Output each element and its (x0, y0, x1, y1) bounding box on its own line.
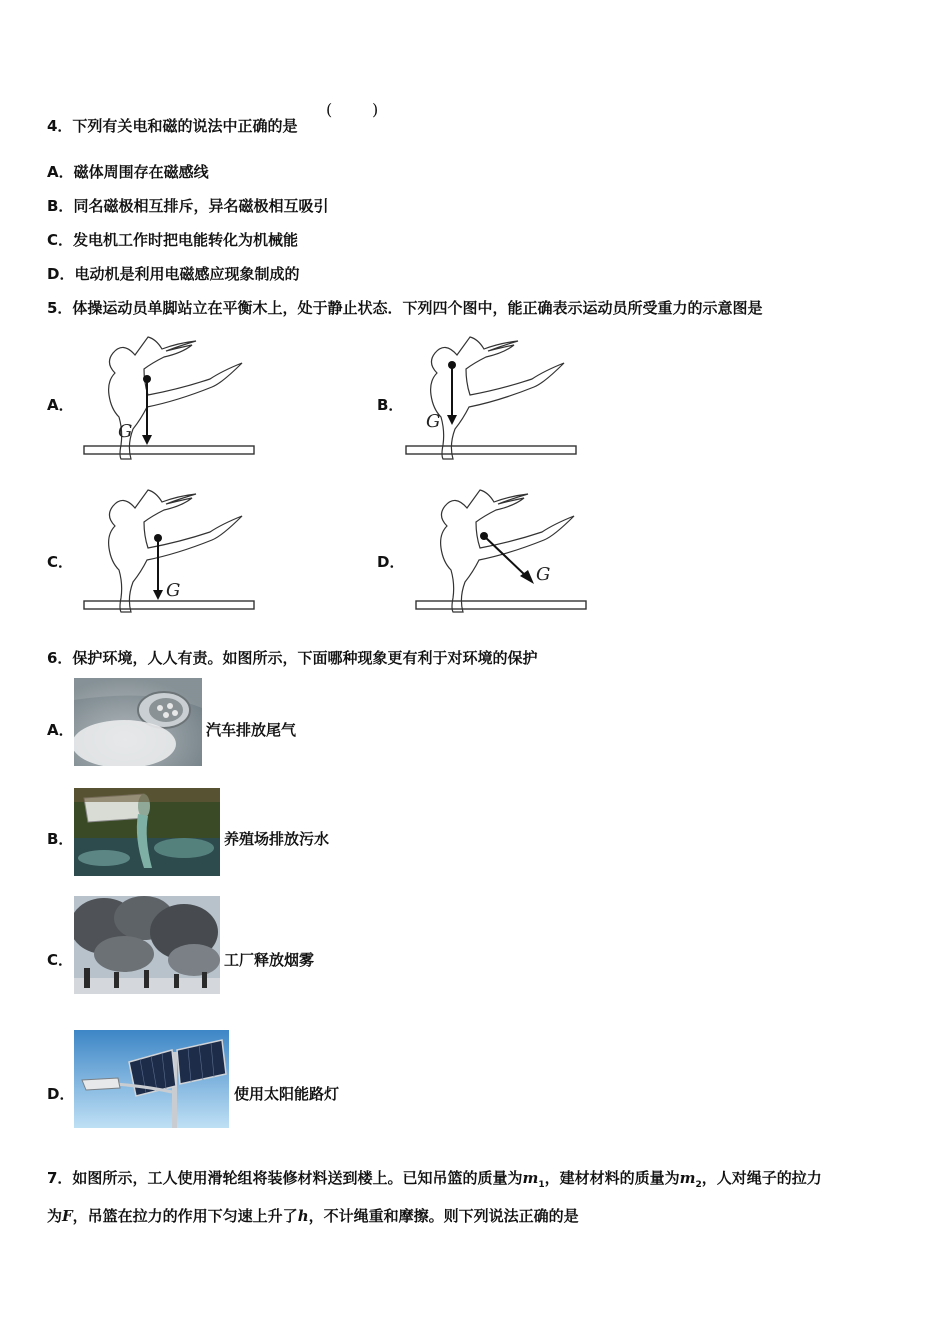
q7-stem-line2 (47, 1206, 579, 1226)
option-label: A． (47, 163, 74, 181)
q6-option-b-caption: 养殖场排放污水 (224, 830, 330, 848)
q7-text: ，建材材料的质量为 (544, 1169, 680, 1187)
force-label-g: G (166, 580, 181, 601)
q6-option-d-caption: 使用太阳能路灯 (234, 1085, 340, 1103)
q5-option-b-label[interactable]: B． (377, 396, 404, 414)
q7-var-m2: m (679, 1169, 696, 1187)
car-exhaust-image[interactable] (74, 678, 202, 766)
q5-option-c-label[interactable]: C． (47, 553, 74, 571)
q4-option-c[interactable] (47, 230, 298, 250)
q4-option-a[interactable] (47, 162, 209, 182)
q7-sub-1: 1 (538, 1180, 545, 1190)
solar-lamp-image[interactable] (74, 1030, 229, 1128)
q7-text: ，不计绳重和摩擦。则下列说法正确的是 (308, 1207, 579, 1225)
q6-option-b-label[interactable]: B． (47, 830, 74, 848)
q4-stem: 4．下列有关电和磁的说法中正确的是 (47, 117, 298, 135)
option-text: 电动机是利用电磁感应现象制成的 (74, 265, 300, 283)
q4-option-d[interactable] (47, 264, 299, 284)
q6-option-c-label[interactable]: C． (47, 951, 74, 969)
q5-option-a-label[interactable]: A． (47, 396, 74, 414)
q6-option-a-caption: 汽车排放尾气 (206, 721, 297, 739)
q6-option-c-caption: 工厂释放烟雾 (224, 951, 315, 969)
q5-figure-d[interactable] (412, 488, 592, 613)
q7-text: 为 (47, 1207, 63, 1225)
q4-paren-open: ( (326, 100, 333, 119)
q4-paren-close: ) (372, 100, 379, 119)
force-label-g: G (426, 411, 441, 432)
q7-sub-2: 2 (695, 1180, 702, 1190)
factory-smoke-image[interactable] (74, 896, 220, 994)
q7-text: ，人对绳子的拉力 (701, 1169, 822, 1187)
q7-text: ，吊篮在拉力的作用下匀速上升了 (72, 1207, 298, 1225)
q5-stem: 5．体操运动员单脚站立在平衡木上，处于静止状态．下列四个图中，能正确表示运动员所受重力的示意图是 (47, 299, 763, 317)
option-label: D． (47, 265, 75, 283)
q5-figure-b[interactable] (402, 335, 582, 460)
q7-stem-line1 (47, 1168, 822, 1195)
q6-stem: 6．保护环境，人人有责。如图所示，下面哪种现象更有利于对环境的保护 (47, 649, 538, 667)
q5-figure-c[interactable] (80, 488, 260, 613)
option-label: C． (47, 231, 74, 249)
q6-option-d-label[interactable]: D． (47, 1085, 75, 1103)
q4-option-b[interactable] (47, 196, 328, 216)
option-text: 同名磁极相互排斥，异名磁极相互吸引 (73, 197, 329, 215)
option-text: 发电机工作时把电能转化为机械能 (73, 231, 299, 249)
q6-option-a-label[interactable]: A． (47, 721, 74, 739)
sewage-pipe-image[interactable] (74, 788, 220, 876)
q7-var-h: h (297, 1207, 309, 1225)
q7-var-m1: m (522, 1169, 539, 1187)
force-label-g: G (118, 421, 133, 442)
option-text: 磁体周围存在磁感线 (73, 163, 209, 181)
force-label-g: G (536, 564, 551, 585)
q7-text: 7．如图所示，工人使用滑轮组将装修材料送到楼上。已知吊篮的质量为 (47, 1169, 523, 1187)
option-label: B． (47, 197, 74, 215)
q5-option-d-label[interactable]: D． (377, 553, 405, 571)
q5-figure-a[interactable] (80, 335, 260, 460)
q7-var-f: F (62, 1207, 73, 1225)
